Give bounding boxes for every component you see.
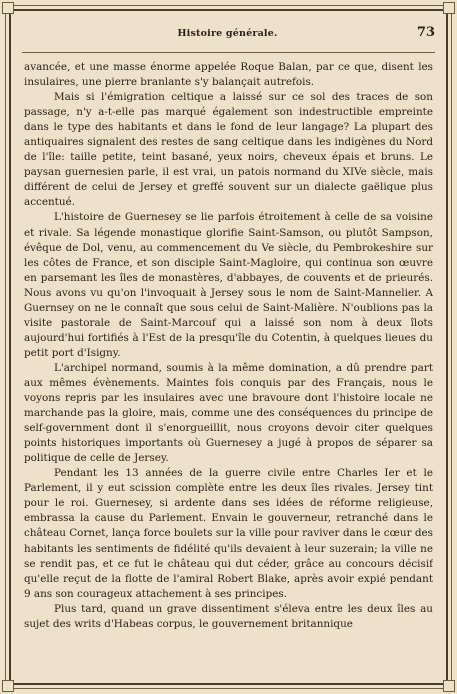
paragraph: L'histoire de Guernesey se lie parfois étroitement à celle de sa voisine et rivale. Sa légende monastique glorifie Saint-Samson, ou plutôt Sampson, évêque de Dol, venu, au commencement du Ve siècle, du Pembrokeshire sur les côtes de France, et son disciple Saint-Magloire, qui continua son œuvre en parsemant les îles de monastères, d'abbayes, de couvents et de prieurés. Nous avons vu qu'on l'invoquait à Jersey sous le nom de Saint-Mannelier. A Guernsey on ne le connaît que sous celui de Saint-Malière. N'oublions pas la visite pastorale de Saint-Marcouf qui a laissé son nom à deux îlots aujourd'hui fortifiés à l'Est de la presqu'île du Cotentin, à quelques lieues du petit port d'Isigny. <box>24 211 433 359</box>
paragraph: L'archipel normand, soumis à la même domination, a dû prendre part aux mêmes évènements. Maintes fois conquis par des Français, nous le voyons repris par les insulaires avec une bravoure dont l'histoire locale ne marchande pas la gloire, mais, comme une des conséquences du principe de self-government dont il s'enorgueillit, nous croyons devoir citer quelques points historiques importants où Guernesey a jugé à propos de séparer sa politique de celle de Jersey. <box>24 361 433 465</box>
corner-ornament <box>2 680 14 692</box>
header-rule <box>22 52 435 53</box>
body-text <box>24 60 433 674</box>
corner-ornament <box>443 680 455 692</box>
paragraph: avancée, et une masse énorme appelée Roque Balan, par ce que, disent les insulaires, une pierre branlante s'y balançait autrefois. <box>24 61 433 89</box>
page-number: 73 <box>416 25 435 40</box>
page-header <box>20 24 435 44</box>
paragraph: Plus tard, quand un grave dissentiment s'éleva entre les deux îles au sujet des writs d'Habeas corpus, le gouvernement britannique <box>24 602 433 630</box>
corner-ornament <box>2 2 14 14</box>
corner-ornament <box>443 2 455 14</box>
paragraph: Mais si l'émigration celtique a laissé sur ce sol des traces de son passage, n'y a-t-elle pas marqué également son indestructible empreinte dans le type des habitants et dans le fond de leur langage? La plupart des antiquaires signalent des restes de sang celtique dans les indigènes du Nord de l'île: taille petite, teint basané, yeux noirs, cheveux épais et bruns. Le paysan guernesien parle, il est vrai, un patois normand du XIVe siècle, mais différent de celui de Jersey et greffé souvent sur un dialecte gaëlique plus accentué. <box>24 91 433 209</box>
running-head: Histoire générale. <box>177 28 278 39</box>
paragraph: Pendant les 13 années de la guerre civile entre Charles Ier et le Parlement, il y eut scission complète entre les deux îles rivales. Jersey tint pour le roi. Guernesey, si ardente dans ses idées de réforme religieuse, embrassa la cause du Parlement. Envain le gouverneur, retranché dans le château Cornet, lança force boulets sur la ville pour raviver dans le cœur des habitants les sentiments de fidélité qu'ils devaient à leur suzerain; la ville ne se rendit pas, et ce fut le château qui dut céder, grâce au concours décisif qu'elle reçut de la flotte de l'amiral Robert Blake, après avoir expié pendant 9 ans son courageux attachement à ses principes. <box>24 467 433 600</box>
